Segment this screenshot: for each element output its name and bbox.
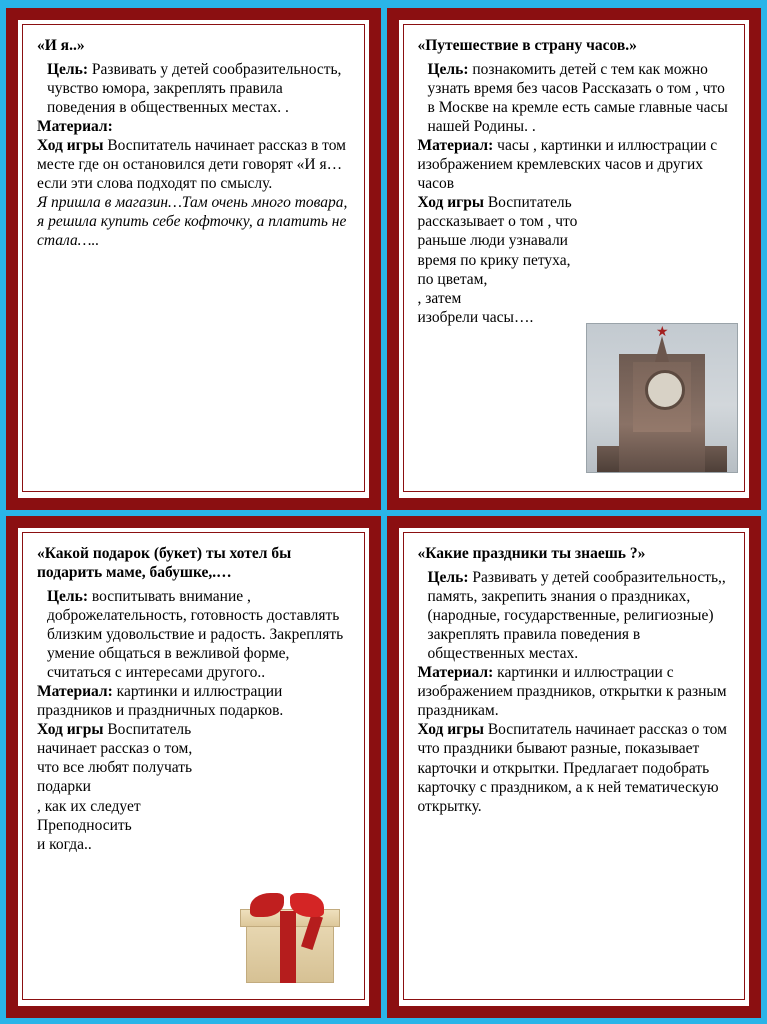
- card-puteshestvie: [387, 8, 762, 510]
- goal-label: Цель:: [427, 60, 469, 78]
- goal-paragraph: [418, 568, 731, 663]
- material-paragraph: [37, 117, 350, 136]
- course-line-3: Преподносить: [37, 816, 132, 834]
- course-line-4: изобрели часы….: [417, 308, 534, 326]
- card-title: «И я..»: [37, 37, 85, 54]
- material-text: картинки и иллюстрации праздников и праздничных подарков.: [37, 683, 284, 720]
- card-title: «Какие праздники ты знаешь ?»: [417, 545, 646, 562]
- card-i-ya: [6, 8, 381, 510]
- goal-text: познакомить детей с тем как можно узнать время без часов Рассказать о том , что в Москве на кремле есть самые главные часы нашей Родины. .: [427, 60, 728, 136]
- material-label: Материал:: [37, 118, 113, 136]
- kremlin-image-float: [578, 193, 730, 343]
- course-label: Ход игры: [417, 194, 484, 212]
- course-label: Ход игры: [37, 137, 104, 155]
- material-label: Материал:: [37, 683, 113, 701]
- card-title: «Какой подарок (букет) ты хотел бы подарить маме, бабушке,.…: [37, 545, 292, 581]
- card-content: [403, 532, 746, 1000]
- course-label: Ход игры: [37, 721, 104, 739]
- goal-paragraph: [37, 60, 350, 117]
- goal-paragraph: [37, 587, 350, 682]
- example-paragraph: Я пришла в магазин…Там очень много товара, я решила купить себе кофточку, а платить не стала…..: [37, 194, 348, 250]
- goal-paragraph: [418, 60, 731, 136]
- course-paragraph: [37, 136, 350, 193]
- course-line-2: , как их следует: [37, 797, 141, 815]
- kremlin-spasskaya-tower-photo: [586, 323, 738, 473]
- course-text: Воспитатель начинает рассказ в том месте где он остановился дети говорят «И я…если эти слова подходят по смыслу.: [37, 137, 346, 193]
- course-line-4: и когда..: [37, 835, 92, 853]
- goal-label: Цель:: [47, 587, 88, 605]
- card-content: [403, 24, 746, 492]
- material-text: часы , картинки и иллюстрации с изображением кремлевских часов и других часов: [417, 137, 718, 193]
- material-label: Материал:: [417, 137, 494, 155]
- card-prazdniki: [387, 516, 762, 1018]
- gift-box-photo: [222, 877, 354, 989]
- goal-text: Развивать у детей сообразительность, чувство юмора, закреплять правила поведения в общественных местах. .: [47, 60, 342, 117]
- goal-label: Цель:: [47, 60, 88, 78]
- course-line-2: по цветам,: [417, 270, 488, 288]
- clock-face-icon: [645, 370, 685, 410]
- course-line-3: , затем: [417, 289, 462, 307]
- course-text: Воспитатель начинает рассказ о том, что все любят получать подарки: [37, 721, 193, 796]
- material-text: картинки и иллюстрации с изображением праздников, открытки к разным праздникам.: [417, 664, 727, 720]
- material-paragraph: [418, 136, 731, 193]
- card-title: «Путешествие в страну часов.»: [417, 37, 637, 54]
- gift-ribbon: [280, 911, 296, 983]
- gift-image-float: [214, 720, 350, 835]
- course-label: Ход игры: [417, 721, 484, 739]
- material-paragraph: [37, 682, 350, 720]
- course-paragraph: [418, 720, 731, 815]
- course-text: Воспитатель начинает рассказ о том что праздники бывают разные, показывает карточки и открытки. Предлагает подобрать карточку с праздником, а к ней тематическую открытку.: [417, 721, 727, 815]
- material-paragraph: [418, 663, 731, 720]
- red-star-icon: ★: [656, 325, 669, 340]
- material-label: Материал:: [417, 664, 494, 682]
- course-text: Воспитатель рассказывает о том , что раньше люди узнавали время по крику петуха,: [417, 194, 578, 269]
- card-content: [22, 24, 365, 492]
- card-content: [22, 532, 365, 1000]
- goal-text: воспитывать внимание , доброжелательность, готовность доставлять близким удовольствие и радость. Закреплять умение общаться в вежливой форме, считаться с интересами другого..: [47, 587, 344, 682]
- goal-label: Цель:: [427, 568, 469, 586]
- card-podarok: [6, 516, 381, 1018]
- goal-text: Развивать у детей сообразительность,, память, закрепить знания о праздниках, (народные, государственные, религиозные) закреплять правила поведения в общественных местах.: [427, 568, 726, 663]
